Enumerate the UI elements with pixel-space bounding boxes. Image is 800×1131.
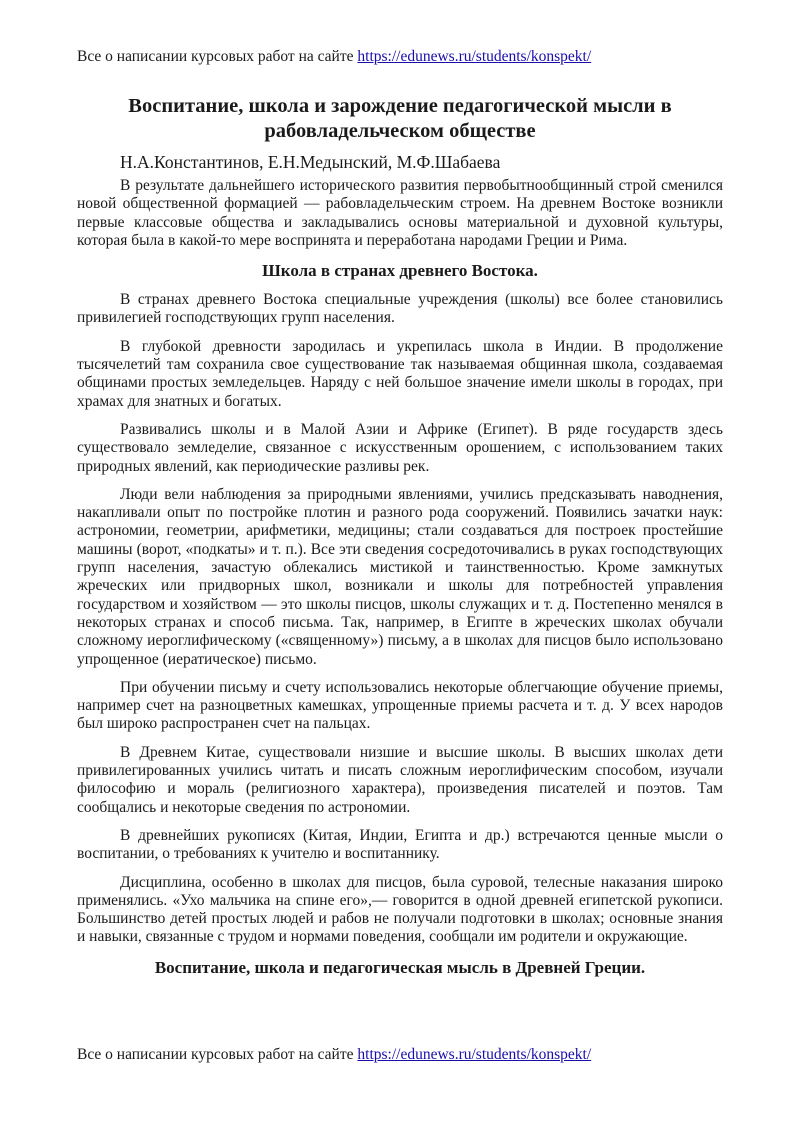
section-heading-greece: Воспитание, школа и педагогическая мысль в Древней Греции.	[154, 957, 646, 977]
document-title: Воспитание, школа и зарождение педагогической мысли в рабовладельческом обществе	[128, 95, 672, 142]
header-text: Все о написании курсовых работ на сайте	[77, 48, 358, 65]
paragraph: Развивались школы и в Малой Азии и Африке (Египет). В ряде государств здесь существовало земледелие, связанное с искусственным орошением, с использованием таких природных явлений, как периодические разливы рек.	[77, 420, 723, 475]
section-heading-east: Школа в странах древнего Востока.	[262, 261, 538, 281]
page-header	[77, 48, 591, 66]
intro-paragraph: В результате дальнейшего исторического развития первобытнообщинный строй сменился новой общественной формацией — рабовладельческим строем. На древнем Востоке возникли первые классовые общества и закладывались основы материальной и духовной культуры, которая была в какой-то мере воспринята и переработана народами Греции и Рима.	[77, 177, 723, 249]
paragraph: Люди вели наблюдения за природными явлениями, учились предсказывать наводнения, накапливали опыт по постройке плотин и разного рода сооружений. Появились зачатки наук: астрономии, геометрии, арифметики, медицины; стали создаваться для построек простейшие машины (ворот, «подкаты» и т. п.). Все эти сведения сосредоточивались в руках господствующих групп населения, зачастую облекались мистикой и таинственностью. Кроме замкнутых жреческих или придворных школ, возникали и школы для потребностей управления государством и хозяйством — это школы писцов, школы служащих и т. д. Постепенно менялся в некоторых странах и способ письма. Так, например, в Египте в жреческих школах обучали сложному иероглифическому («священному») письму, а в школах для писцов было использовано упрощенное (иератическое) письмо.	[77, 485, 723, 668]
paragraph: В древнейших рукописях (Китая, Индии, Египта и др.) встречаются ценные мысли о воспитании, о требованиях к учителю и воспитаннику.	[77, 826, 723, 863]
paragraph: В Древнем Китае, существовали низшие и высшие школы. В высших школах дети привилегированных учились читать и писать сложным иероглифическим способом, изучали философию и мораль (религиозного характера), произведения писателей и поэтов. Там сообщались и некоторые сведения по астрономии.	[77, 743, 723, 816]
document-body	[77, 94, 723, 988]
document-authors: Н.А.Константинов, Е.Н.Медынский, М.Ф.Шабаева	[120, 152, 501, 172]
paragraph: В странах древнего Востока специальные учреждения (школы) все более становились привилегией господствующих групп населения.	[77, 291, 723, 327]
paragraph: Дисциплина, особенно в школах для писцов, была суровой, телесные наказания широко применялись. «Ухо мальчика на спине его»,— говорится в одной древней египетской рукописи. Большинство детей простых людей и рабов не получали подготовки в школах; основные знания и навыки, связанные с трудом и нормами поведения, сообщали им родители и окружающие.	[77, 873, 723, 946]
paragraph: При обучении письму и счету использовались некоторые облегчающие обучение приемы, например счет на разноцветных камешках, упрощенные приемы расчета и т. д. У всех народов был широко распространен счет на пальцах.	[77, 678, 723, 733]
footer-text: Все о написании курсовых работ на сайте	[77, 1046, 358, 1063]
header-link[interactable]: https://edunews.ru/students/konspekt/	[357, 48, 592, 65]
paragraph: В глубокой древности зародилась и укрепилась школа в Индии. В продолжение тысячелетий там сохранила свое существование так называемая общинная школа, создаваемая общинами простых земледельцев. Наряду с ней большое значение имели школы в городах, при храмах для знатных и богатых.	[77, 337, 723, 410]
footer-link[interactable]: https://edunews.ru/students/konspekt/	[357, 1046, 592, 1063]
page-footer	[77, 1046, 591, 1064]
